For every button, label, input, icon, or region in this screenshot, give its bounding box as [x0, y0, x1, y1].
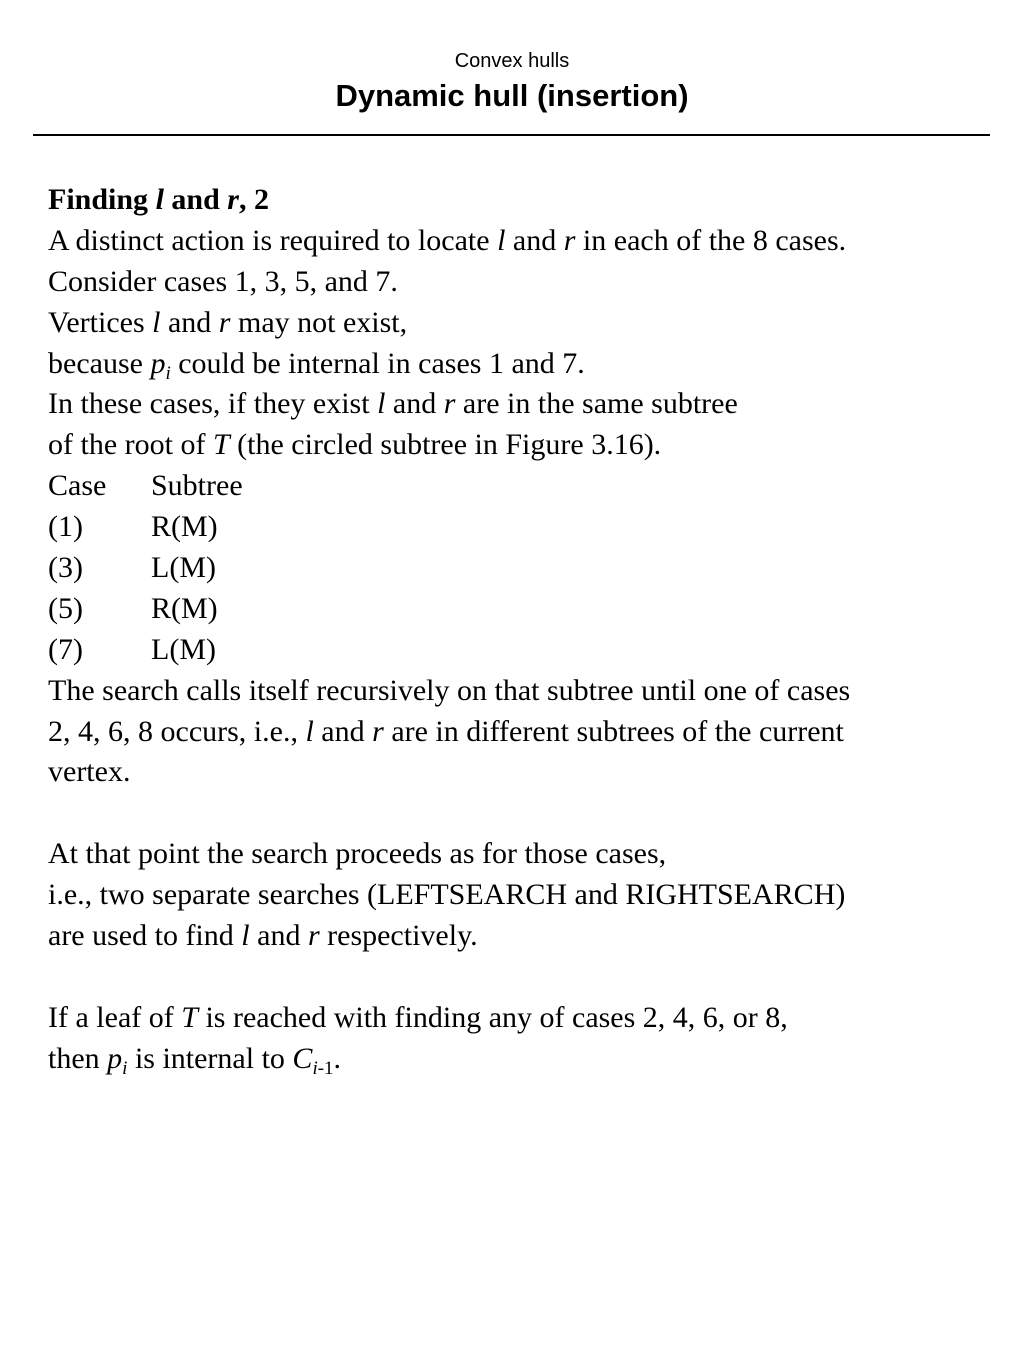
- slide-subtitle: Convex hulls: [454, 50, 570, 72]
- slide-title: Dynamic hull (insertion): [335, 78, 689, 113]
- body-line: Consider cases 1, 3, 5, and 7.: [48, 264, 398, 298]
- case-table-header: [48, 466, 1008, 507]
- case-column-header: Case: [48, 469, 107, 503]
- body-line: are used to find l and r respectively.: [48, 919, 478, 953]
- body-line: of the root of T (the circled subtree in Figure 3.16).: [48, 428, 662, 462]
- subtree-cell: L(M): [151, 551, 216, 585]
- body-line: If a leaf of T is reached with finding any of cases 2, 4, 6, or 8,: [48, 1000, 788, 1034]
- slide-body: [48, 180, 1008, 1080]
- case-cell: (3): [48, 551, 83, 585]
- body-line: i.e., two separate searches (LEFTSEARCH and RIGHTSEARCH): [48, 878, 846, 912]
- case-cell: (1): [48, 510, 83, 544]
- case-table-row: [48, 548, 1008, 589]
- body-line: 2, 4, 6, 8 occurs, i.e., l and r are in different subtrees of the current: [48, 714, 844, 748]
- subtree-cell: L(M): [151, 632, 216, 666]
- body-line: At that point the search proceeds as for those cases,: [48, 837, 667, 871]
- case-cell: (5): [48, 591, 83, 625]
- case-table-row: [48, 630, 1008, 671]
- body-line: Vertices l and r may not exist,: [48, 305, 408, 339]
- subtree-column-header: Subtree: [151, 469, 243, 503]
- paragraph-spacer: [48, 957, 1008, 998]
- body-line: then $p_i$ is internal to $C_{i-1}$.: [48, 1041, 342, 1079]
- case-cell: (7): [48, 632, 83, 666]
- subtree-cell: R(M): [151, 510, 218, 544]
- paragraph-spacer: [48, 793, 1008, 834]
- header-divider: [33, 134, 990, 136]
- body-line: vertex.: [48, 755, 131, 789]
- body-line: In these cases, if they exist l and r are in the same subtree: [48, 387, 738, 421]
- section-heading: Finding l and r, 2: [48, 183, 269, 216]
- body-line: The search calls itself recursively on that subtree until one of cases: [48, 673, 851, 707]
- body-line: because $p_i$ could be internal in cases 1 and 7.: [48, 346, 585, 384]
- subtree-cell: R(M): [151, 591, 218, 625]
- case-table-row: [48, 507, 1008, 548]
- body-line: A distinct action is required to locate l and r in each of the 8 cases.: [48, 223, 847, 257]
- case-table-row: [48, 589, 1008, 630]
